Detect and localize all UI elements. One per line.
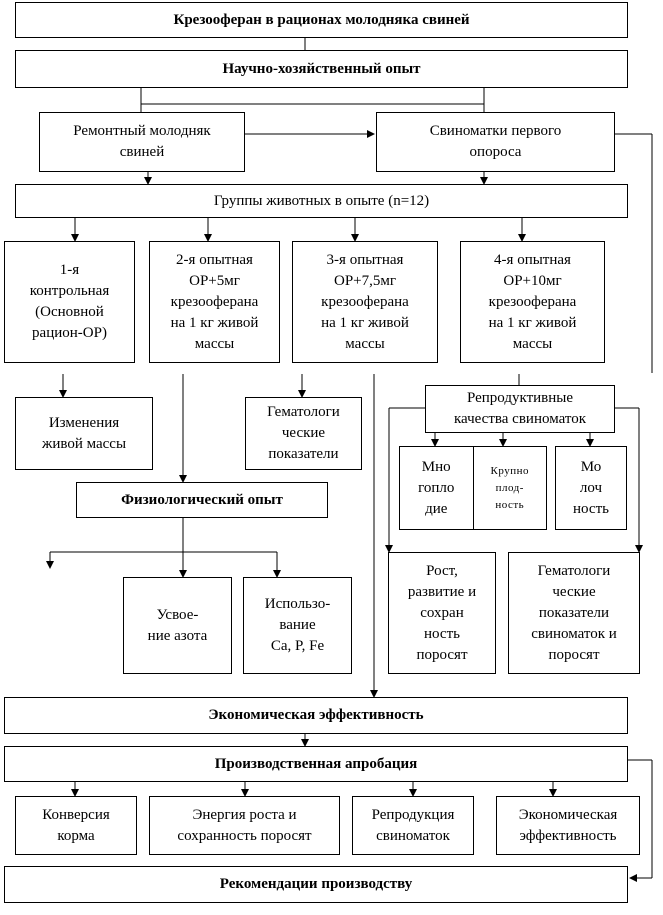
hematology-box [245,397,362,470]
group-2-box [149,241,280,363]
reproductive-box [425,385,615,433]
economic-efficiency-box [496,796,640,855]
group-4-box [460,241,605,363]
title-box [15,2,628,38]
group-3-box [292,241,438,363]
growth-box [388,552,496,674]
production-box [4,746,628,782]
hematology-text: Гематологи ческие показатели [267,404,340,462]
fertility-split-box [399,446,547,530]
groups-header-box [15,184,628,218]
repair-young-text: Ремонтный молодняк свиней [73,123,211,160]
hematology-sows-text: Гематологи ческие показатели свиноматок и поросят [531,562,617,663]
large-fetus-text: Крупно плод- ность [473,447,547,529]
physiological-text: Физиологический опыт [121,491,283,508]
repair-young-box [39,112,245,172]
growth-energy-box [149,796,340,855]
group-2-text: 2-я опытная ОР+5мг крезооферана на 1 кг живой массы [170,251,259,352]
title-text: Крезооферан в рационах молодняка свиней [173,11,470,28]
fertility-text: Мно гопло дие [418,458,455,517]
field-trial-box [15,50,628,88]
field-trial-text: Научно-хозяйственный опыт [222,60,421,77]
weight-change-text: Изменения живой массы [41,414,127,452]
groups-header-text: Группы животных в опыте (n=12) [213,192,430,209]
growth-energy-text: Энергия роста и сохранность поросят [177,806,312,844]
economic-efficiency-text: Экономическая эффективность [518,806,618,844]
nitrogen-box [123,577,232,674]
group-3-text: 3-я опытная ОР+7,5мг крезооферана на 1 кг живой массы [321,251,409,352]
recommendations-text: Рекомендации производству [219,876,413,892]
feed-conversion-box [15,796,137,855]
growth-text: Рост, развитие и сохран ность поросят [407,562,477,663]
reproductive-text: Репродуктивные качества свиноматок [453,390,586,427]
group-1-text: 1-я контрольная (Основной рацион-ОР) [29,262,110,341]
hematology-sows-box [508,552,640,674]
milkiness-box [555,446,627,530]
weight-change-box [15,397,153,470]
first-sows-text: Свиноматки первого опороса [429,123,562,160]
physiological-box [76,482,328,518]
sow-reproduction-box [352,796,474,855]
sow-reproduction-text: Репродукция свиноматок [371,806,455,844]
milkiness-text: Мо лоч ность [573,458,609,517]
first-sows-box [376,112,615,172]
feed-conversion-text: Конверсия корма [42,806,110,844]
minerals-text: Использо- вание Ca, P, Fe [264,596,331,654]
group-1-box [4,241,135,363]
recommendations-box [4,866,628,903]
economic-box [4,697,628,734]
production-text: Производственная апробация [214,755,418,772]
economic-text: Экономическая эффективность [208,707,424,723]
minerals-box [243,577,352,674]
nitrogen-text: Усвое- ние азота [147,606,208,644]
group-4-text: 4-я опытная ОР+10мг крезооферана на 1 кг живой массы [488,251,577,352]
